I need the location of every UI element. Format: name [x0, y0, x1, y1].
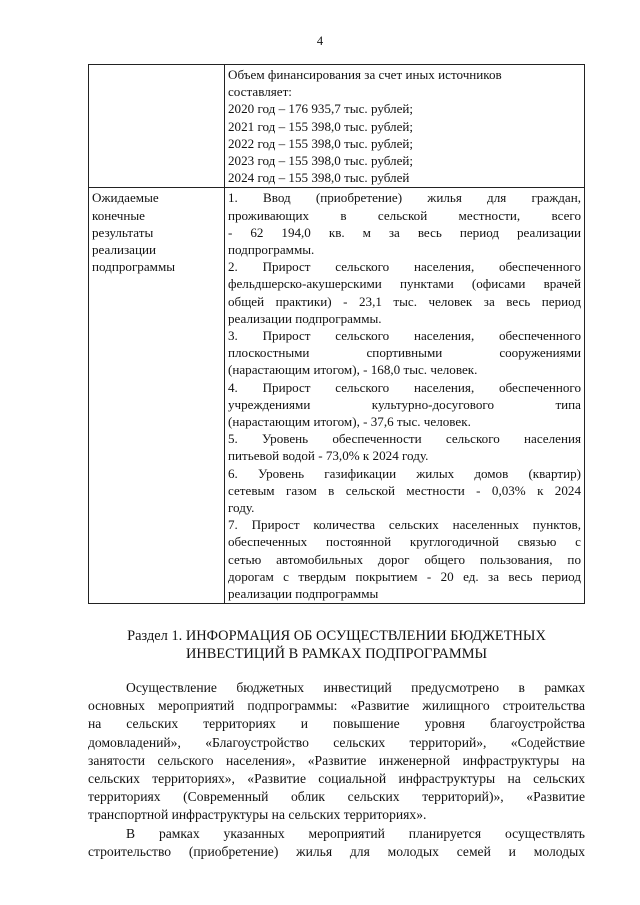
- paragraph-investments: [88, 679, 585, 825]
- funding-line: 2023 год – 155 398,0 тыс. рублей;: [228, 153, 414, 169]
- result-line: обеспеченных постоянной круглогодичной связью с: [228, 534, 581, 550]
- text-line: домовладений», «Благоустройство сельских территорий», «Содействие: [88, 734, 585, 750]
- result-line: фельдшерско-акушерскими пунктами (офисами врачей: [228, 276, 581, 292]
- funding-line: составляет:: [228, 84, 292, 100]
- text-line: транспортной инфраструктуры на сельских территориях».: [88, 807, 427, 823]
- page-number: 4: [316, 34, 324, 48]
- result-item-1: [228, 189, 581, 258]
- result-line: дорогам с твердым покрытием - 20 ед. за весь период: [228, 568, 581, 584]
- funding-cell: [225, 65, 585, 188]
- result-line: плоскостными спортивными сооружениями: [228, 345, 581, 361]
- funding-line: 2021 год – 155 398,0 тыс. рублей;: [228, 118, 414, 134]
- expected-results-cell: [225, 188, 585, 604]
- text-line: Осуществление бюджетных инвестиций предусмотрено в рамках: [126, 680, 585, 695]
- result-line: 6. Уровень газификации жилых домов (квартир): [228, 465, 581, 481]
- funding-line: 2024 год – 155 398,0 тыс. рублей: [228, 170, 410, 186]
- expected-results-label-cell: [89, 188, 225, 604]
- result-line: 3. Прирост сельского населения, обеспеченного: [228, 328, 581, 344]
- label-line: Ожидаемые: [92, 190, 159, 206]
- result-line: 4. Прирост сельского населения, обеспеченного: [228, 379, 581, 395]
- text-line: В рамках указанных мероприятий планируется осуществлять: [126, 825, 585, 841]
- section-heading: [88, 627, 585, 663]
- result-item-4: [228, 379, 581, 431]
- table-row: [89, 188, 585, 604]
- result-line: реализации подпрограммы: [228, 586, 379, 602]
- table-label-cell: [89, 65, 225, 188]
- section-heading-line: ИНВЕСТИЦИЙ В РАМКАХ ПОДПРОГРАММЫ: [185, 646, 488, 662]
- paragraph-housing: [88, 825, 585, 861]
- text-line: сельских территориях», «Развитие социальной инфраструктуры на сельских: [88, 771, 585, 787]
- result-line: 7. Прирост количества сельских населенных пунктов,: [228, 517, 581, 533]
- result-line: питьевой водой - 73,0% к 2024 году.: [228, 448, 429, 464]
- result-item-3: [228, 327, 581, 379]
- label-line: конечные: [92, 207, 145, 223]
- label-line: подпрограммы: [92, 259, 176, 275]
- text-line: основных мероприятий подпрограммы: «Развитие жилищного строительства: [88, 698, 585, 714]
- result-line: 1. Ввод (приобретение) жилья для граждан,: [228, 190, 581, 206]
- result-line: 2. Прирост сельского населения, обеспеченного: [228, 259, 581, 275]
- result-line: проживающих в сельской местности, всего: [228, 207, 581, 223]
- subprogram-passport-table: [88, 64, 585, 604]
- text-line: строительство (приобретение) жилья для молодых семей и молодых: [88, 843, 585, 859]
- result-line: (нарастающим итогом), - 168,0 тыс. человек.: [228, 362, 478, 378]
- text-line: территориях (Современный облик сельских территорий)», «Развитие: [88, 789, 585, 805]
- result-line: реализации подпрограммы.: [228, 310, 382, 326]
- result-line: сетью автомобильных дорог общего пользования, по: [228, 551, 581, 567]
- result-line: подпрограммы.: [228, 242, 315, 258]
- funding-line: 2020 год – 176 935,7 тыс. рублей;: [228, 101, 414, 117]
- label-line: результаты: [92, 224, 154, 240]
- result-item-5: [228, 430, 581, 464]
- result-line: 5. Уровень обеспеченности сельского населения: [228, 431, 581, 447]
- body-text: [88, 679, 585, 861]
- text-line: на сельских территориях и повышение уровня благоустройства: [88, 716, 585, 732]
- result-line: (нарастающим итогом), - 37,6 тыс. человек.: [228, 414, 471, 430]
- table-row: [89, 65, 585, 188]
- result-line: - 62 194,0 кв. м за весь период реализации: [228, 224, 581, 240]
- result-item-7: [228, 516, 581, 602]
- result-line: общей практики) - 23,1 тыс. человек за весь период: [228, 293, 581, 309]
- result-line: сетевым газом в сельской местности - 0,03% к 2024: [228, 482, 581, 498]
- result-line: учреждениями культурно-досугового типа: [228, 396, 581, 412]
- result-item-2: [228, 258, 581, 327]
- label-line: реализации: [92, 242, 156, 258]
- section-heading-line: Раздел 1. ИНФОРМАЦИЯ ОБ ОСУЩЕСТВЛЕНИИ БЮДЖЕТНЫХ: [127, 628, 546, 644]
- result-item-6: [228, 465, 581, 517]
- funding-line: Объем финансирования за счет иных источников: [228, 67, 502, 82]
- funding-line: 2022 год – 155 398,0 тыс. рублей;: [228, 135, 414, 151]
- text-line: занятости сельского населения», «Развитие инженерной инфраструктуры на: [88, 752, 585, 768]
- result-line: году.: [228, 500, 255, 516]
